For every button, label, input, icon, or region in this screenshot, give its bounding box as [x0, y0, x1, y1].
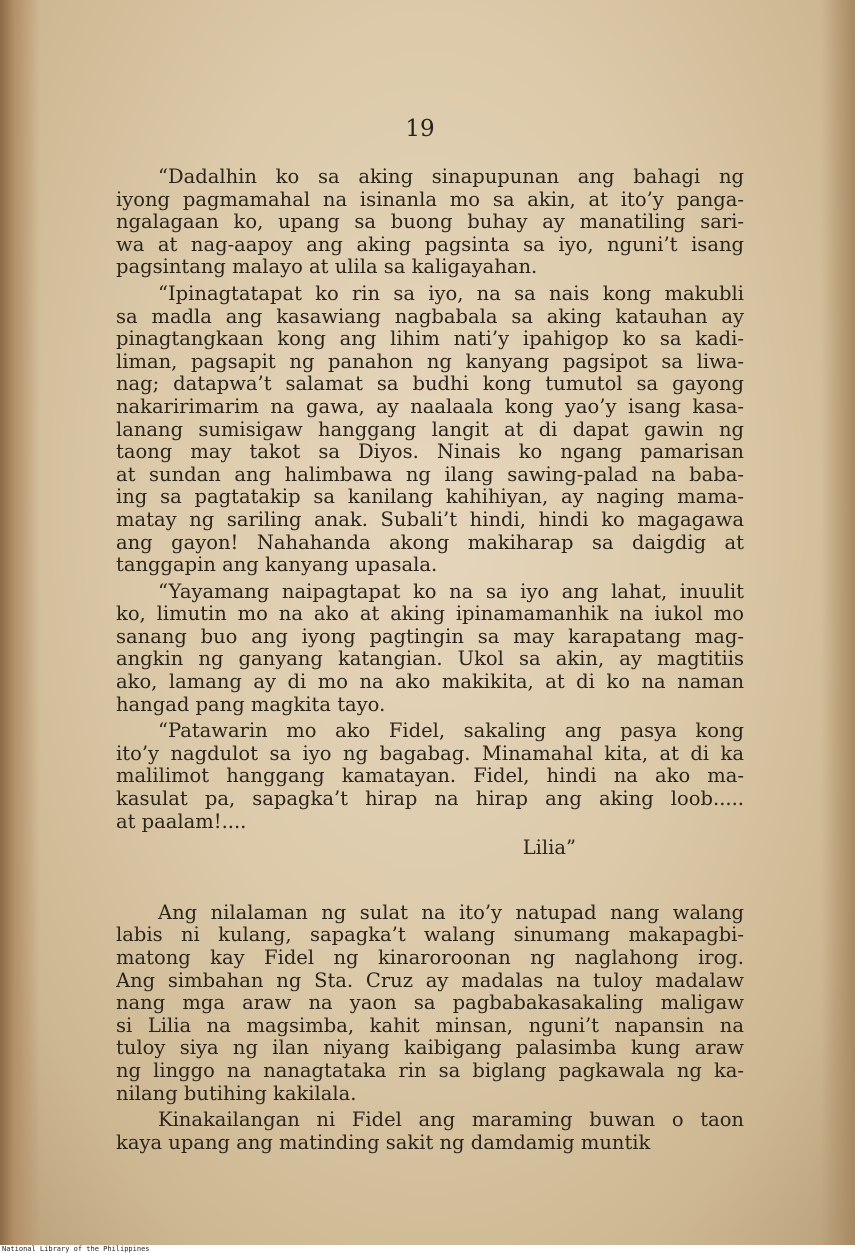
text-line: at paalam!.... [116, 810, 247, 833]
text-line: sanang buo ang iyong pagtingin sa may karapatang mag- [116, 625, 744, 648]
text-line: nag; datapwa’t salamat sa budhi kong tumutol sa gayong [116, 373, 744, 396]
paragraph-p6 [116, 1109, 744, 1154]
text-line: “Ipinagtatapat ko rin sa iyo, na sa nais kong makubli [158, 282, 744, 305]
text-line: taong may takot sa Diyos. Ninais ko ngang pamarisan [116, 441, 744, 464]
paragraph-p2 [116, 283, 744, 577]
text-line: sa madla ang kasawiang nagbabala sa aking katauhan ay [116, 305, 744, 328]
text-line: lanang sumisigaw hanggang langit at di dapat gawin ng [116, 418, 744, 441]
footer-credit: National Library of the Philippines [2, 1245, 150, 1253]
text-line: ang gayon! Nahahanda akong makiharap sa daigdig at [116, 531, 744, 554]
paragraph-p5 [116, 902, 744, 1105]
text-line: wa at nag-aapoy ang aking pagsinta sa iyo, nguni’t isang [116, 233, 744, 256]
text-line: matay ng sariling anak. Subali’t hindi, hindi ko magagawa [116, 508, 744, 531]
text-line: “Dadalhin ko sa aking sinapupunan ang bahagi ng [158, 166, 744, 188]
text-line: ing sa pagtatakip sa kanilang kahihiyan, ay naging mama- [116, 486, 744, 509]
text-line: pinagtangkaan kong ang lihim nati’y ipahigop ko sa kadi- [116, 328, 744, 351]
text-line: at sundan ang halimbawa ng ilang sawing-palad na baba- [116, 463, 744, 486]
page-body-text [116, 166, 744, 1158]
text-line: kasulat pa, sapagka’t hirap na hirap ang aking loob..... [116, 788, 744, 811]
text-line: si Lilia na magsimba, kahit minsan, nguni’t napansin na [116, 1014, 744, 1037]
text-line: ako, lamang ay di mo na ako makikita, at di ko na naman [116, 671, 744, 694]
text-line: liman, pagsapit ng panahon ng kanyang pagsipot sa liwa- [116, 350, 744, 373]
text-line: iyong pagmamahal na isinanla mo sa akin, at ito’y panga- [116, 188, 744, 211]
text-line: Ang nilalaman ng sulat na ito’y natupad nang walang [158, 901, 744, 924]
text-line: “Yayamang naipagtapat ko na sa iyo ang lahat, inuulit [158, 580, 744, 603]
text-line: tuloy siya ng ilan niyang kaibigang palasimba kung araw [116, 1037, 744, 1060]
paragraph-p4 [116, 720, 744, 833]
text-line: tanggapin ang kanyang upasala. [116, 554, 438, 577]
text-line: pagsintang malayo at ulila sa kaligayahan. [116, 256, 538, 279]
page-number: 19 [405, 116, 435, 142]
text-line: malilimot hanggang kamatayan. Fidel, hindi na ako ma- [116, 765, 744, 788]
text-line: ngalagaan ko, upang sa buong buhay ay manatiling sari- [116, 211, 744, 234]
text-line: Ang simbahan ng Sta. Cruz ay madalas na tuloy madalaw [116, 969, 744, 992]
text-line: hangad pang magkita tayo. [116, 693, 386, 716]
footer-bar [0, 1245, 855, 1253]
text-line: “Patawarin mo ako Fidel, sakaling ang pasya kong [158, 720, 744, 743]
text-line: Kinakailangan ni Fidel ang maraming buwan o taon [158, 1109, 744, 1132]
paragraph-p1 [116, 166, 744, 279]
text-line: ng linggo na nanagtataka rin sa biglang pagkawala ng ka- [116, 1059, 744, 1082]
text-line: angkin ng ganyang katangian. Ukol sa akin, ay magtitiis [116, 648, 744, 671]
text-line: nang mga araw na yaon sa pagbabakasakaling maligaw [116, 992, 744, 1015]
text-line: matong kay Fidel ng kinaroroonan ng naglahong irog. [116, 947, 744, 969]
text-line: nilang butihing kakilala. [116, 1082, 357, 1105]
text-line: ito’y nagdulot sa iyo ng bagabag. Minamahal kita, at di ka [116, 742, 744, 765]
paragraph-p3 [116, 581, 744, 717]
text-line: labis ni kulang, sapagka’t walang sinumang makapagbi- [116, 924, 744, 947]
letter-signature: Lilia” [522, 836, 576, 860]
text-line: nakaririmarim na gawa, ay naalaala kong yao’y isang kasa- [116, 395, 744, 418]
text-line: kaya upang ang matinding sakit ng damdamig muntik [116, 1131, 651, 1154]
text-line: ko, limutin mo na ako at aking ipinamamanhik na iukol mo [116, 603, 744, 626]
